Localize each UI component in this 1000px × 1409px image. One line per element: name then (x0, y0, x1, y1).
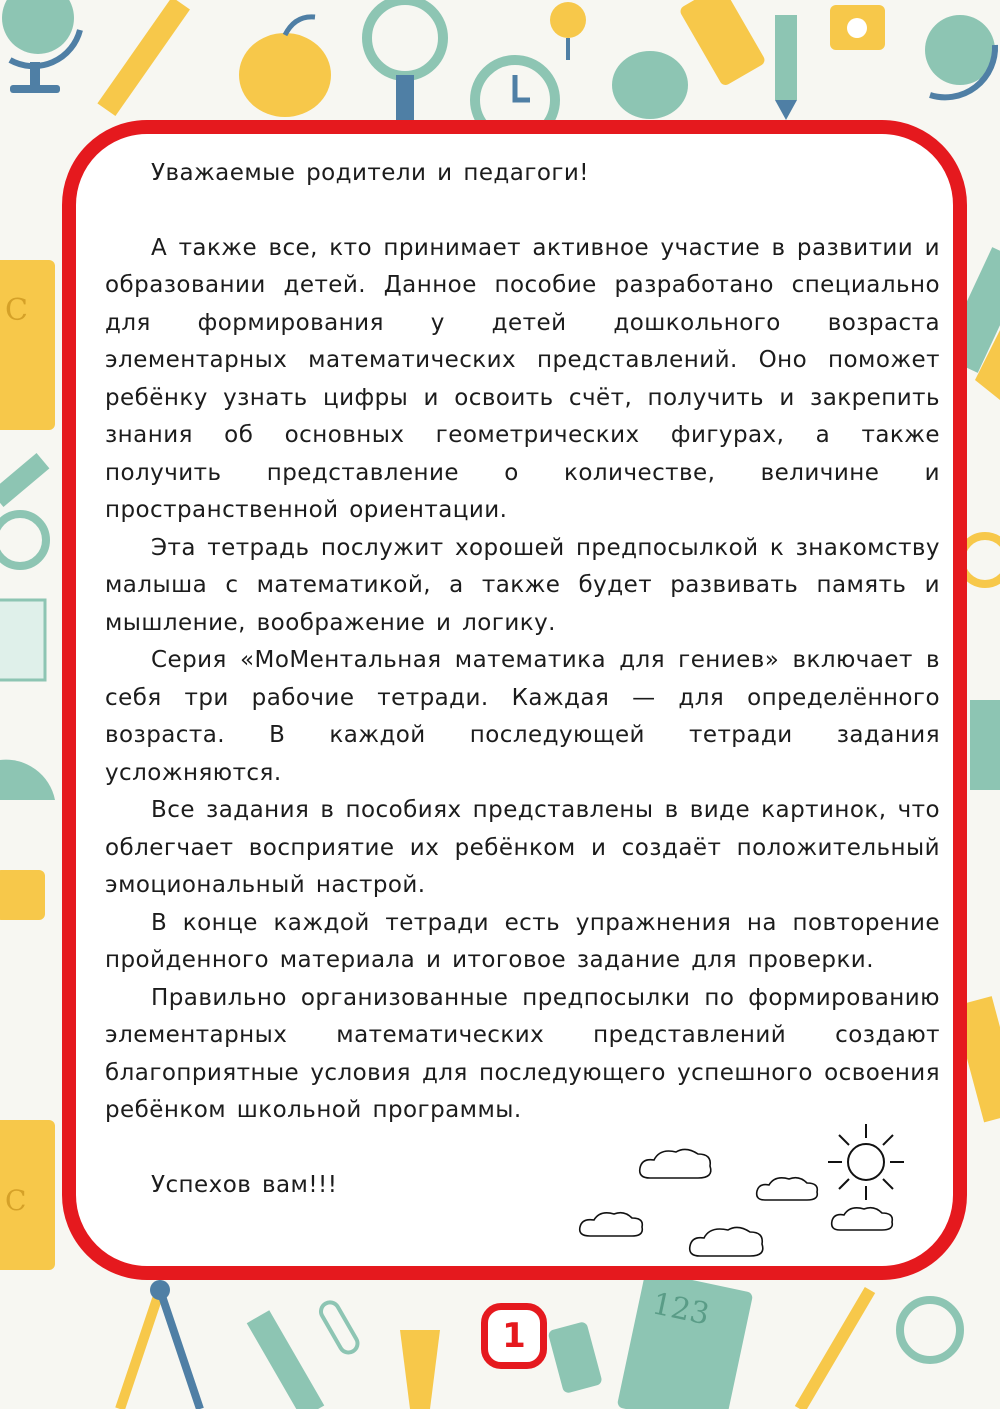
sharpener-icon (830, 5, 885, 50)
eraser-icon (678, 0, 766, 87)
pushpin-icon (550, 2, 586, 60)
svg-text:C: C (5, 1184, 27, 1217)
svg-text:C: C (5, 293, 28, 328)
paragraph-5: В конце каждой тетради есть упражнения на повторение пройденного материала и итоговое задание для проверки. (105, 909, 940, 973)
globe-icon (2, 0, 80, 93)
apple-icon (239, 17, 331, 117)
paragraph-6: Правильно организованные предпосылки по формированию элементарных математических представлений создают благоприятные условия для последующего успешного освоения ребёнком школьной программы. (105, 984, 940, 1123)
paragraph-4: Все задания в пособиях представлены в виде картинок, что облегчает восприятие их ребёнком и создаёт положительный эмоциональный настрой. (105, 797, 940, 898)
paragraph-3: Серия «МоМентальная математика для гениев» включает в себя три рабочие тетради. Каждая — для определённого возраста. В каждой последующей тетради задания усложняются. (105, 647, 940, 786)
cloud-icon (640, 1149, 711, 1178)
notebook-icon (617, 1270, 754, 1409)
cloud-icon (832, 1208, 893, 1230)
magnifier-icon (367, 0, 443, 125)
sun-icon (828, 1124, 904, 1200)
protractor-icon (0, 760, 55, 800)
paragraph-1: А также все, кто принимает активное участие в развитии и образовании детей. Данное пособие разработано специально для формирования у детей дошкольного возраста элементарных математических представлений. Оно поможет ребёнку узнать цифры и освоить счёт, получить и закрепить знания об основных геометрических фигурах, а также получить представление о количестве, величине и пространственной ориентации. (105, 234, 940, 523)
greeting: Уважаемые родители и педагоги! (151, 160, 589, 186)
book-icon (0, 260, 55, 430)
pencil-icon (775, 15, 797, 120)
svg-text:123: 123 (649, 1286, 713, 1333)
cloud-icon (757, 1178, 818, 1200)
sky-sketch (570, 1118, 940, 1268)
paragraph-2: Эта тетрадь послужит хорошей предпосылкой к знакомству малыша с математикой, а также будет развивать память и мышление, воображение и логику. (105, 534, 940, 636)
compass-icon (120, 1280, 200, 1409)
page-number: 1 (481, 1303, 547, 1369)
cloud-icon (580, 1213, 643, 1236)
closing: Успехов вам!!! (151, 1171, 338, 1198)
paper-clip-icon (318, 1299, 361, 1356)
cloud-icon (690, 1227, 763, 1256)
letter-text (105, 155, 940, 1204)
